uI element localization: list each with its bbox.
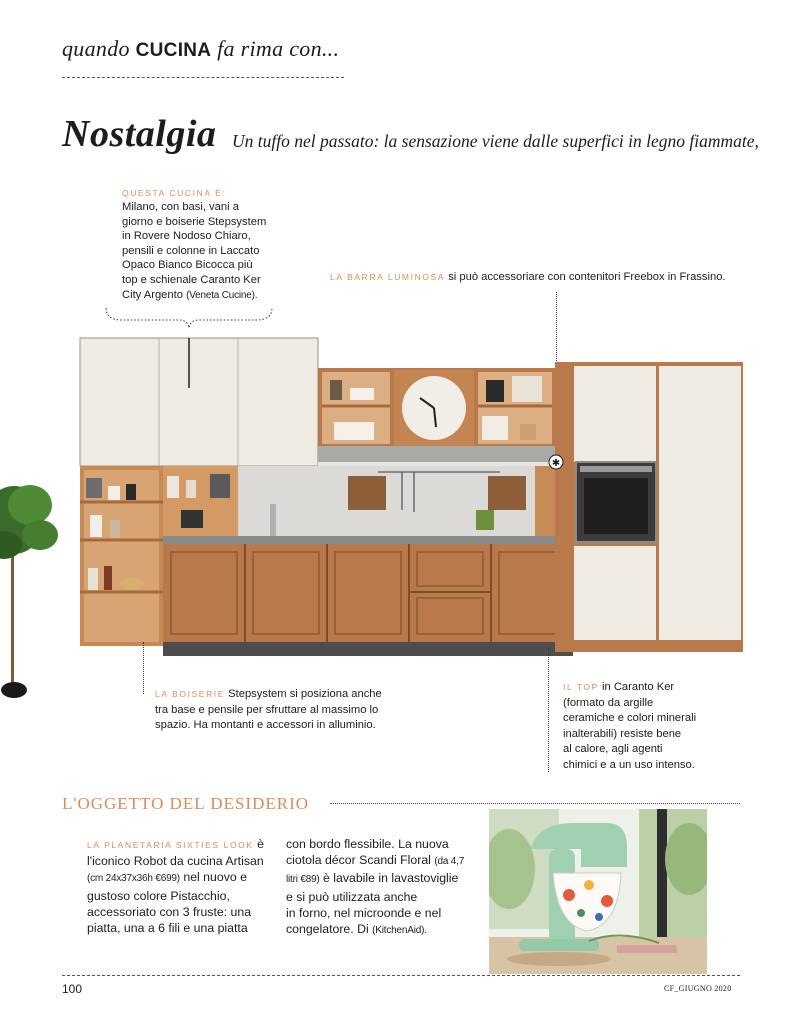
body-line: in forno, nel microonde e nel <box>286 905 442 920</box>
top-pointer-line <box>548 648 549 772</box>
product-size: (da 4,7 <box>434 856 465 868</box>
caption-line: inalterabili) resiste bene <box>563 727 682 740</box>
body-line: gustoso colore Pistacchio, <box>87 888 230 903</box>
body-line: l'iconico Robot da cucina Artisan <box>87 854 264 869</box>
barra-caption-text: si può accessoriare con contenitori Freebox in Frassino. <box>448 271 726 283</box>
caption-line: in Rovere Nodoso Chiaro, <box>122 230 251 243</box>
kitchen-photo <box>0 330 788 710</box>
top-caption <box>563 680 743 773</box>
section-title: L'OGGETTO DEL DESIDERIO <box>62 794 310 813</box>
caption-line: spazio. Ha montanti e accessori in alluminio. <box>155 719 376 731</box>
product-dims: (cm 24x37x36h €699) <box>87 873 180 885</box>
body-line: congelatore. Di <box>286 922 369 937</box>
product-label: LA PLANETARIA SIXTIES LOOK <box>87 840 254 850</box>
product-price: litri €89) <box>286 874 320 886</box>
kitchen-caption-label: QUESTA CUCINA È: <box>122 188 227 198</box>
body-line: nel nuovo e <box>183 870 247 885</box>
header-post: fa rima con... <box>217 36 340 61</box>
body-line: accessoriato con 3 fruste: una <box>87 904 252 919</box>
body-line: è lavabile in lavastoviglie <box>323 871 459 886</box>
mixer-photo <box>489 809 707 974</box>
page-subtitle: Un tuffo nel passato: la sensazione viene dalle superfici in legno fiammate, <box>232 131 759 151</box>
product-text-col-2 <box>286 836 476 939</box>
barra-caption <box>330 270 726 285</box>
header-bold: CUCINA <box>135 40 212 61</box>
caption-line: in Caranto Ker <box>602 681 675 693</box>
kitchen-brand: (Veneta Cucine). <box>186 289 258 301</box>
caption-line: (formato da argille <box>563 696 654 709</box>
caption-line: Opaco Bianco Bicocca più <box>122 259 253 272</box>
boiserie-caption-label: LA BOISERIE <box>155 689 226 699</box>
caption-line: tra base e pensile per sfruttare al massimo lo <box>155 703 379 716</box>
boiserie-caption <box>155 687 415 734</box>
caption-brace <box>104 306 274 330</box>
boiserie-pointer-line <box>143 642 144 694</box>
body-line: e si può utilizzata anche <box>286 889 418 904</box>
caption-line: giorno e boiserie Stepsystem <box>122 215 267 228</box>
svg-text:✱: ✱ <box>551 458 561 469</box>
caption-line: Stepsystem si posiziona anche <box>228 688 382 700</box>
body-line: è <box>257 837 264 851</box>
body-line: piatta, una a 6 fili e una piatta <box>87 921 248 936</box>
page-number: 100 <box>62 982 83 996</box>
top-caption-label: IL TOP <box>563 682 599 692</box>
caption-line: chimici e a un uso intenso. <box>563 758 695 771</box>
kitchen-caption-text <box>122 200 282 303</box>
body-line: ciotola décor Scandi Floral <box>286 853 431 868</box>
plant-illustration <box>0 485 58 698</box>
caption-line: al calore, agli agenti <box>563 743 663 755</box>
header-rule <box>62 77 344 78</box>
body-line: con bordo flessibile. La nuova <box>286 837 449 851</box>
caption-line: ceramiche e colori minerali <box>563 712 697 724</box>
kitchen-caption <box>122 188 282 303</box>
product-brand: (KitchenAid). <box>372 925 427 937</box>
header-pre: quando <box>62 36 130 61</box>
magazine-info: CF_GIUGNO 2020 <box>664 984 732 993</box>
caption-line: Milano, con basi, vani a <box>122 201 239 213</box>
caption-line: top e schienale Caranto Ker <box>122 273 261 286</box>
product-text-col-1 <box>87 836 282 936</box>
caption-line: pensili e colonne in Laccato <box>122 244 260 257</box>
footer-rule <box>62 975 740 976</box>
section-rule <box>330 803 740 804</box>
page-title: Nostalgia <box>62 113 217 155</box>
section-header <box>62 36 339 62</box>
caption-line: City Argento <box>122 288 183 301</box>
barra-caption-label: LA BARRA LUMINOSA <box>330 272 446 282</box>
